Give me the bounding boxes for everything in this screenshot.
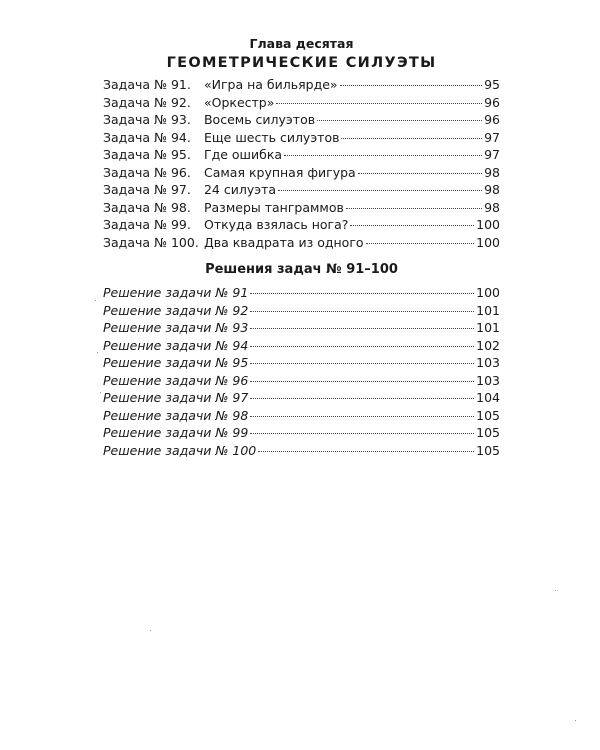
dot-leader bbox=[341, 138, 482, 139]
page-number: 101 bbox=[476, 302, 500, 318]
entry-title: Откуда взялась нога? bbox=[203, 217, 349, 232]
problem-entry[interactable] bbox=[103, 111, 500, 129]
entry-label: Решение задачи № 95 bbox=[103, 355, 249, 370]
entry-prefix: Задача № bbox=[103, 77, 167, 92]
problem-entry[interactable] bbox=[103, 94, 500, 112]
scan-speck bbox=[95, 300, 96, 301]
problem-entry[interactable] bbox=[103, 164, 500, 182]
page-number: 98 bbox=[484, 199, 500, 215]
entry-prefix: Задача № bbox=[103, 129, 167, 145]
entry-number: 100. bbox=[170, 234, 199, 250]
solution-entry[interactable] bbox=[103, 302, 500, 320]
dot-leader bbox=[276, 103, 482, 104]
page-number: 105 bbox=[476, 442, 500, 458]
entry-prefix: Задача № bbox=[103, 234, 167, 250]
entry-title: Где ошибка bbox=[203, 147, 283, 162]
page-number: 105 bbox=[476, 425, 500, 440]
page-number: 98 bbox=[484, 164, 500, 180]
problem-entry[interactable] bbox=[103, 146, 500, 164]
dot-leader bbox=[250, 363, 474, 364]
page-number: 103 bbox=[476, 355, 500, 370]
entry-label: Решение задачи № 98 bbox=[103, 407, 249, 423]
dot-leader bbox=[250, 433, 474, 434]
page-number: 96 bbox=[484, 112, 500, 127]
entry-label: Решение задачи № 92 bbox=[103, 302, 249, 318]
entry-title: Два квадрата из одного bbox=[203, 234, 364, 250]
entry-prefix: Задача № bbox=[103, 182, 167, 197]
page-number: 100 bbox=[476, 217, 500, 232]
solution-entry[interactable] bbox=[103, 407, 500, 425]
solutions-section-title: Решения задач № 91–100 bbox=[205, 262, 398, 277]
entry-prefix: Задача № bbox=[103, 199, 167, 215]
entry-title: 24 силуэта bbox=[203, 182, 277, 197]
entry-label: Решение задачи № 96 bbox=[103, 372, 249, 388]
problems-list bbox=[103, 76, 500, 251]
dot-leader bbox=[250, 381, 474, 382]
entry-prefix: Задача № bbox=[103, 217, 167, 232]
dot-leader bbox=[366, 243, 475, 244]
dot-leader bbox=[250, 328, 474, 329]
dot-leader bbox=[250, 416, 474, 417]
dot-leader bbox=[258, 451, 474, 452]
entry-number: 96. bbox=[170, 164, 191, 180]
entry-label: Решение задачи № 97 bbox=[103, 390, 249, 405]
page-number: 105 bbox=[476, 407, 500, 423]
dot-leader bbox=[278, 190, 482, 191]
entry-label: Решение задачи № 94 bbox=[103, 337, 249, 353]
entry-prefix: Задача № bbox=[103, 164, 167, 180]
entry-label: Решение задачи № 91 bbox=[103, 285, 249, 300]
page-number: 100 bbox=[476, 285, 500, 300]
solution-entry[interactable] bbox=[103, 284, 500, 302]
entry-title: «Оркестр» bbox=[203, 94, 275, 110]
toc-page bbox=[103, 36, 500, 459]
entry-label: Решение задачи № 99 bbox=[103, 425, 249, 440]
problem-entry[interactable] bbox=[103, 76, 500, 94]
entry-title: Размеры танграммов bbox=[203, 199, 344, 215]
entry-label: Решение задачи № 93 bbox=[103, 320, 249, 335]
entry-prefix: Задача № bbox=[103, 147, 167, 162]
problem-entry[interactable] bbox=[103, 216, 500, 234]
page-number: 104 bbox=[476, 390, 500, 405]
page-number: 100 bbox=[476, 234, 500, 250]
page-number: 97 bbox=[484, 129, 500, 145]
entry-title: Восемь силуэтов bbox=[203, 112, 316, 127]
entry-prefix: Задача № bbox=[103, 112, 167, 127]
solution-entry[interactable] bbox=[103, 354, 500, 372]
solution-entry[interactable] bbox=[103, 442, 500, 460]
dot-leader bbox=[284, 155, 482, 156]
entry-number: 92. bbox=[170, 94, 191, 110]
entry-label: Решение задачи № 100 bbox=[103, 442, 257, 458]
dot-leader bbox=[358, 173, 482, 174]
solution-entry[interactable] bbox=[103, 372, 500, 390]
solution-entry[interactable] bbox=[103, 424, 500, 442]
entry-title: Еще шесть силуэтов bbox=[203, 129, 340, 145]
chapter-title: ГЕОМЕТРИЧЕСКИЕ СИЛУЭТЫ bbox=[166, 55, 437, 71]
solution-entry[interactable] bbox=[103, 337, 500, 355]
entry-number: 98. bbox=[170, 199, 191, 215]
dot-leader bbox=[250, 293, 474, 294]
page-number: 103 bbox=[476, 372, 500, 388]
solution-entry[interactable] bbox=[103, 319, 500, 337]
dot-leader bbox=[317, 120, 482, 121]
page-number: 102 bbox=[476, 337, 500, 353]
dot-leader bbox=[250, 398, 474, 399]
scan-speck bbox=[575, 720, 576, 721]
problem-entry[interactable] bbox=[103, 129, 500, 147]
scan-speck bbox=[100, 392, 101, 393]
problem-entry[interactable] bbox=[103, 199, 500, 217]
dot-leader bbox=[346, 208, 482, 209]
entry-number: 97. bbox=[170, 182, 191, 197]
dot-leader bbox=[350, 225, 474, 226]
entry-number: 99. bbox=[170, 217, 191, 232]
entry-title: Самая крупная фигура bbox=[203, 164, 356, 180]
scan-speck bbox=[150, 630, 151, 631]
entry-number: 95. bbox=[170, 147, 191, 162]
page-number: 96 bbox=[484, 94, 500, 110]
page-number: 101 bbox=[476, 320, 500, 335]
scan-speck bbox=[555, 590, 556, 591]
dot-leader bbox=[340, 85, 483, 86]
solutions-list bbox=[103, 284, 500, 459]
page-number: 95 bbox=[484, 77, 500, 92]
problem-entry[interactable] bbox=[103, 234, 500, 252]
chapter-label: Глава десятая bbox=[249, 36, 354, 51]
dot-leader bbox=[250, 311, 474, 312]
scan-speck bbox=[97, 352, 98, 353]
page-number: 97 bbox=[484, 147, 500, 162]
page-number: 98 bbox=[484, 182, 500, 197]
entry-title: «Игра на бильярде» bbox=[203, 77, 338, 92]
entry-number: 93. bbox=[170, 112, 191, 127]
entry-number: 94. bbox=[170, 129, 191, 145]
problem-entry[interactable] bbox=[103, 181, 500, 199]
entry-number: 91. bbox=[170, 77, 191, 92]
entry-prefix: Задача № bbox=[103, 94, 167, 110]
solution-entry[interactable] bbox=[103, 389, 500, 407]
dot-leader bbox=[250, 346, 474, 347]
